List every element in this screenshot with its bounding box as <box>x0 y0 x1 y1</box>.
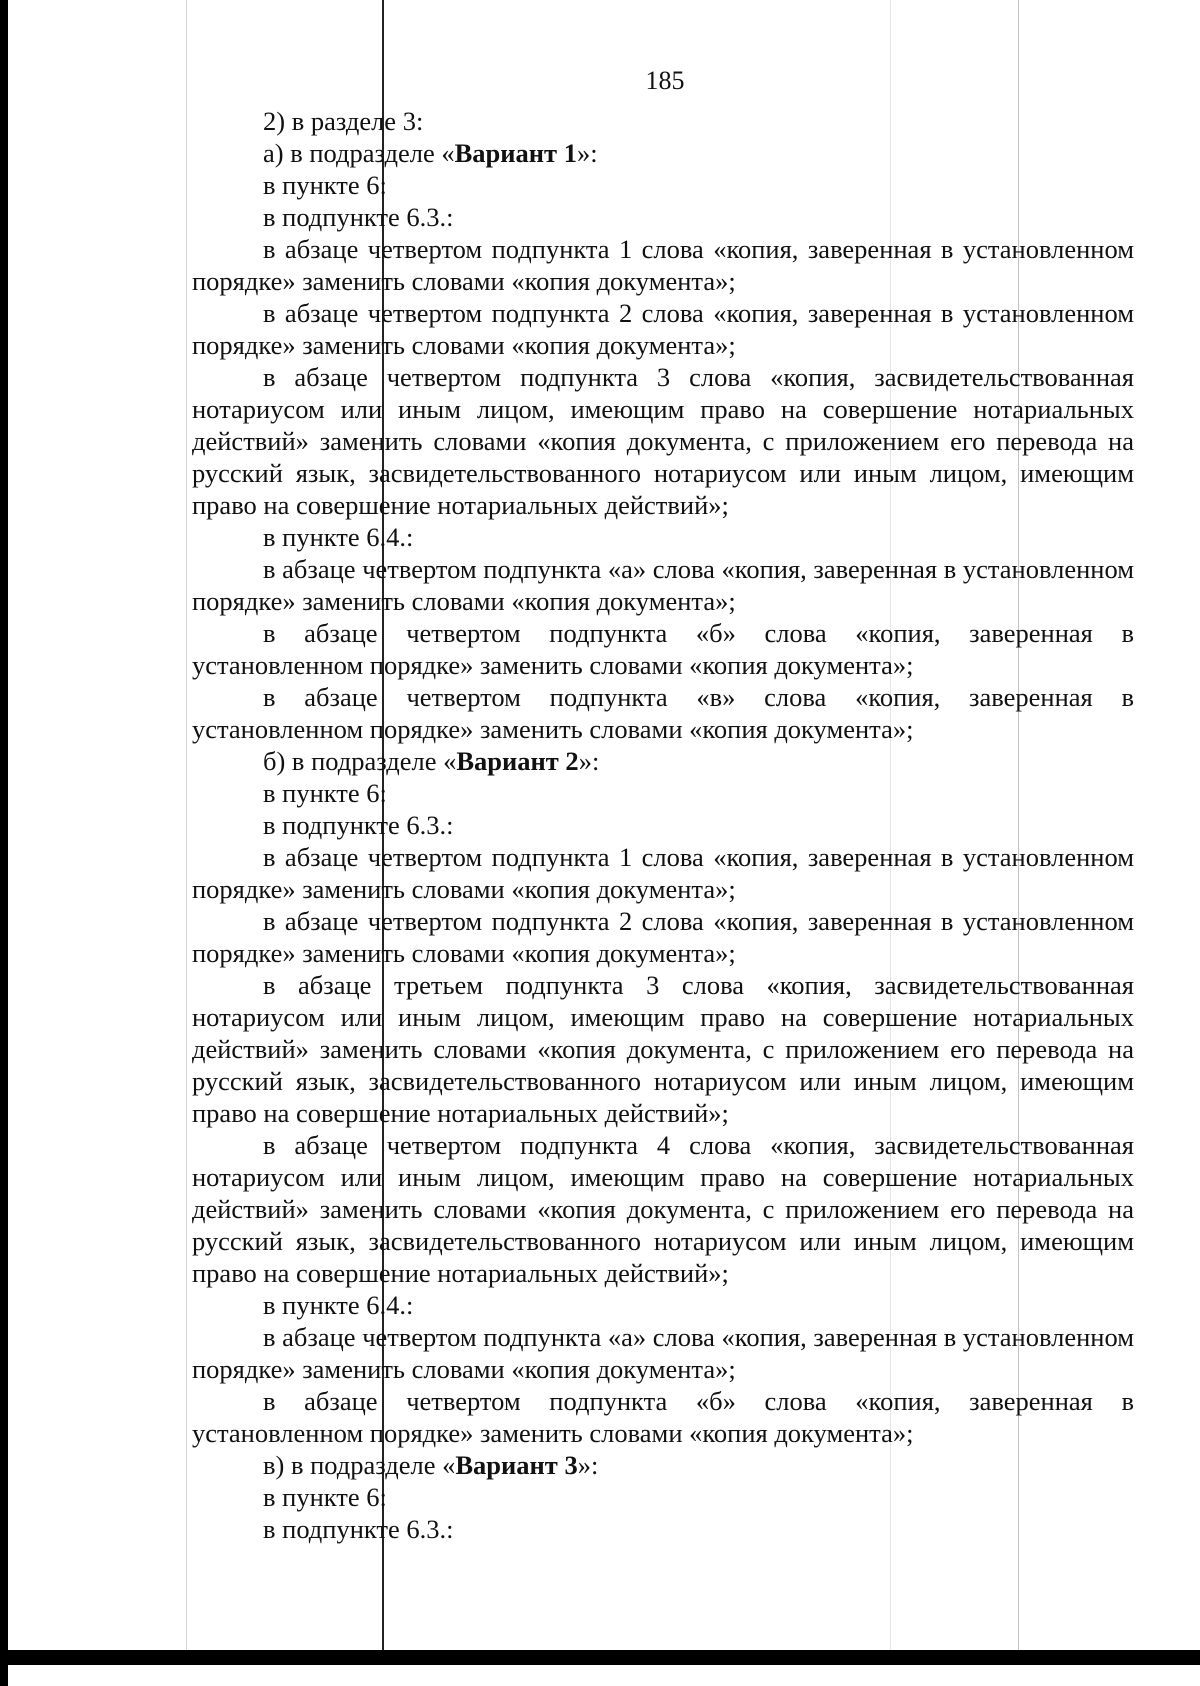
paragraph: в абзаце четвертом подпункта 4 слова «копия, засвидетельствованная нотариусом или иным лицом, имеющим право на совершение нотариальных действий» заменить словами «копия документа, с приложением его перевода на русский язык, засвидетельствованного нотариусом или иным лицом, имеющим право на совершение нотариальных действий»; <box>192 1130 1134 1288</box>
variant-title: Вариант 2 <box>456 746 579 776</box>
variant-title: Вариант 1 <box>454 138 577 168</box>
paragraph: в абзаце четвертом подпункта 2 слова «копия, заверенная в установленном порядке» заменить словами «копия документа»; <box>192 906 1134 968</box>
scan-faint-line <box>186 0 187 1650</box>
document-body <box>192 105 1134 1545</box>
paragraph: в пункте 6: <box>263 1482 387 1512</box>
subsection-heading: в) в подразделе «Вариант 3»: <box>263 1450 599 1480</box>
scan-bottom-edge <box>0 1650 1200 1665</box>
scan-left-edge <box>0 0 8 1686</box>
paragraph: в пункте 6.4.: <box>263 522 414 552</box>
variant-title: Вариант 3 <box>455 1450 578 1480</box>
paragraph: в абзаце четвертом подпункта «а» слова «копия, заверенная в установленном порядке» заменить словами «копия документа»; <box>192 1322 1134 1384</box>
subsection-heading: б) в подразделе «Вариант 2»: <box>263 746 600 776</box>
paragraph: в подпункте 6.3.: <box>263 202 454 232</box>
paragraph: в подпункте 6.3.: <box>263 1514 454 1544</box>
paragraph: в абзаце четвертом подпункта 1 слова «копия, заверенная в установленном порядке» заменить словами «копия документа»; <box>192 234 1134 296</box>
paragraph: в абзаце четвертом подпункта «в» слова «копия, заверенная в установленном порядке» заменить словами «копия документа»; <box>192 682 1134 744</box>
paragraph: в абзаце четвертом подпункта «б» слова «копия, заверенная в установленном порядке» заменить словами «копия документа»; <box>192 1386 1134 1448</box>
paragraph: 2) в разделе 3: <box>263 106 424 136</box>
subsection-heading: а) в подразделе «Вариант 1»: <box>263 138 598 168</box>
paragraph: в абзаце третьем подпункта 3 слова «копия, засвидетельствованная нотариусом или иным лицом, имеющим право на совершение нотариальных действий» заменить словами «копия документа, с приложением его перевода на русский язык, засвидетельствованного нотариусом или иным лицом, имеющим право на совершение нотариальных действий»; <box>192 970 1134 1128</box>
paragraph: в пункте 6: <box>263 170 387 200</box>
paragraph: в абзаце четвертом подпункта 2 слова «копия, заверенная в установленном порядке» заменить словами «копия документа»; <box>192 298 1134 360</box>
page-number: 185 <box>645 66 685 95</box>
paragraph: в пункте 6: <box>263 778 387 808</box>
paragraph: в пункте 6.4.: <box>263 1290 414 1320</box>
paragraph: в подпункте 6.3.: <box>263 810 454 840</box>
paragraph: в абзаце четвертом подпункта «а» слова «копия, заверенная в установленном порядке» заменить словами «копия документа»; <box>192 554 1134 616</box>
paragraph: в абзаце четвертом подпункта «б» слова «копия, заверенная в установленном порядке» заменить словами «копия документа»; <box>192 618 1134 680</box>
paragraph: в абзаце четвертом подпункта 3 слова «копия, засвидетельствованная нотариусом или иным лицом, имеющим право на совершение нотариальных действий» заменить словами «копия документа, с приложением его перевода на русский язык, засвидетельствованного нотариусом или иным лицом, имеющим право на совершение нотариальных действий»; <box>192 362 1134 520</box>
paragraph: в абзаце четвертом подпункта 1 слова «копия, заверенная в установленном порядке» заменить словами «копия документа»; <box>192 842 1134 904</box>
